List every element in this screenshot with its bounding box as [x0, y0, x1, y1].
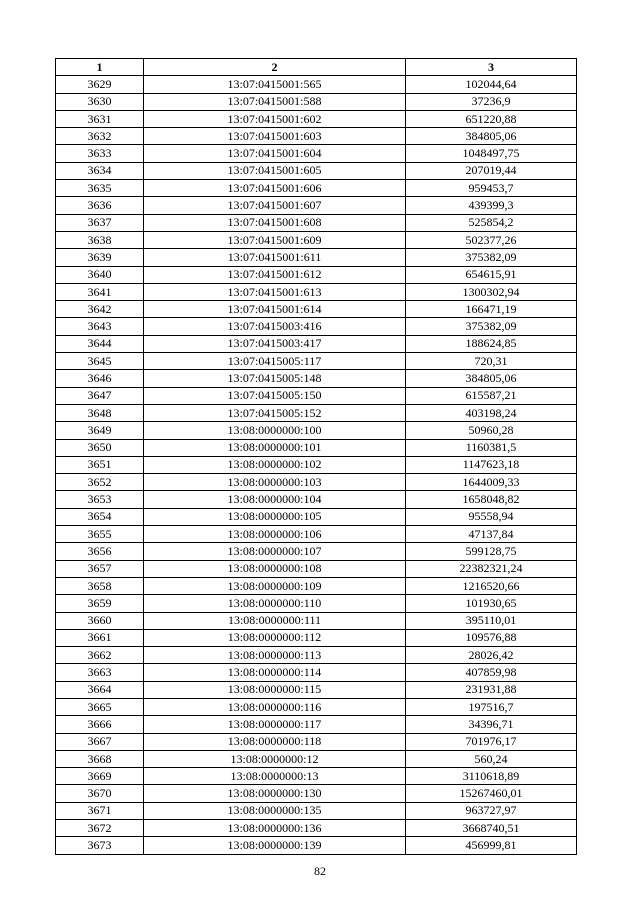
column-header-3: 3 [406, 59, 577, 76]
table-row [56, 681, 577, 698]
row-number-cell: 3671 [56, 802, 144, 819]
cadastral-number-cell: 13:08:0000000:113 [144, 647, 406, 664]
cadastral-number-cell: 13:08:0000000:100 [144, 422, 406, 439]
cadastral-number-cell: 13:08:0000000:109 [144, 577, 406, 594]
table-row [56, 145, 577, 162]
table-row [56, 387, 577, 404]
cadastral-number-cell: 13:08:0000000:110 [144, 595, 406, 612]
value-cell: 599128,75 [406, 543, 577, 560]
value-cell: 403198,24 [406, 404, 577, 421]
table-row [56, 526, 577, 543]
table-row [56, 404, 577, 421]
table-row [56, 768, 577, 785]
cadastral-number-cell: 13:08:0000000:12 [144, 750, 406, 767]
value-cell: 560,24 [406, 750, 577, 767]
value-cell: 1048497,75 [406, 145, 577, 162]
table-row [56, 647, 577, 664]
table-row [56, 318, 577, 335]
row-number-cell: 3643 [56, 318, 144, 335]
table-row [56, 214, 577, 231]
cadastral-number-cell: 13:08:0000000:118 [144, 733, 406, 750]
table-row [56, 491, 577, 508]
table-row [56, 802, 577, 819]
row-number-cell: 3630 [56, 93, 144, 110]
row-number-cell: 3672 [56, 820, 144, 837]
row-number-cell: 3669 [56, 768, 144, 785]
value-cell: 102044,64 [406, 76, 577, 93]
table-row [56, 370, 577, 387]
value-cell: 456999,81 [406, 837, 577, 854]
row-number-cell: 3658 [56, 577, 144, 594]
row-number-cell: 3666 [56, 716, 144, 733]
row-number-cell: 3635 [56, 180, 144, 197]
value-cell: 654615,91 [406, 266, 577, 283]
value-cell: 959453,7 [406, 180, 577, 197]
table-row [56, 456, 577, 473]
cadastral-number-cell: 13:08:0000000:107 [144, 543, 406, 560]
row-number-cell: 3653 [56, 491, 144, 508]
cadastral-number-cell: 13:07:0415001:604 [144, 145, 406, 162]
value-cell: 701976,17 [406, 733, 577, 750]
row-number-cell: 3641 [56, 283, 144, 300]
row-number-cell: 3655 [56, 526, 144, 543]
cadastral-number-cell: 13:08:0000000:104 [144, 491, 406, 508]
value-cell: 1300302,94 [406, 283, 577, 300]
table-row [56, 837, 577, 854]
value-cell: 166471,19 [406, 301, 577, 318]
row-number-cell: 3673 [56, 837, 144, 854]
row-number-cell: 3649 [56, 422, 144, 439]
row-number-cell: 3645 [56, 353, 144, 370]
page-number: 82 [314, 864, 326, 878]
table-row [56, 162, 577, 179]
table-row [56, 577, 577, 594]
row-number-cell: 3637 [56, 214, 144, 231]
value-cell: 525854,2 [406, 214, 577, 231]
table-row [56, 231, 577, 248]
row-number-cell: 3668 [56, 750, 144, 767]
row-number-cell: 3656 [56, 543, 144, 560]
column-header-1: 1 [56, 59, 144, 76]
value-cell: 375382,09 [406, 249, 577, 266]
value-cell: 439399,3 [406, 197, 577, 214]
cadastral-number-cell: 13:07:0415001:605 [144, 162, 406, 179]
value-cell: 615587,21 [406, 387, 577, 404]
table-row [56, 110, 577, 127]
table-row [56, 629, 577, 646]
cadastral-number-cell: 13:07:0415001:607 [144, 197, 406, 214]
table-row [56, 595, 577, 612]
cadastral-number-cell: 13:08:0000000:105 [144, 508, 406, 525]
cadastral-number-cell: 13:08:0000000:130 [144, 785, 406, 802]
value-cell: 407859,98 [406, 664, 577, 681]
row-number-cell: 3654 [56, 508, 144, 525]
table-row [56, 335, 577, 352]
cadastral-number-cell: 13:08:0000000:112 [144, 629, 406, 646]
registry-table [55, 58, 577, 855]
table-row [56, 76, 577, 93]
table-row [56, 543, 577, 560]
row-number-cell: 3644 [56, 335, 144, 352]
cadastral-number-cell: 13:07:0415001:606 [144, 180, 406, 197]
table-row [56, 785, 577, 802]
cadastral-number-cell: 13:07:0415001:613 [144, 283, 406, 300]
cadastral-number-cell: 13:08:0000000:13 [144, 768, 406, 785]
value-cell: 384805,06 [406, 370, 577, 387]
value-cell: 651220,88 [406, 110, 577, 127]
row-number-cell: 3647 [56, 387, 144, 404]
cadastral-number-cell: 13:07:0415005:117 [144, 353, 406, 370]
value-cell: 34396,71 [406, 716, 577, 733]
cadastral-number-cell: 13:07:0415001:611 [144, 249, 406, 266]
cadastral-number-cell: 13:08:0000000:101 [144, 439, 406, 456]
row-number-cell: 3631 [56, 110, 144, 127]
value-cell: 47137,84 [406, 526, 577, 543]
row-number-cell: 3662 [56, 647, 144, 664]
cadastral-number-cell: 13:07:0415001:565 [144, 76, 406, 93]
table-row [56, 353, 577, 370]
table-row [56, 283, 577, 300]
cadastral-number-cell: 13:07:0415001:614 [144, 301, 406, 318]
cadastral-number-cell: 13:07:0415001:602 [144, 110, 406, 127]
cadastral-number-cell: 13:08:0000000:136 [144, 820, 406, 837]
cadastral-number-cell: 13:07:0415001:603 [144, 128, 406, 145]
cadastral-number-cell: 13:08:0000000:116 [144, 698, 406, 715]
cadastral-number-cell: 13:08:0000000:103 [144, 474, 406, 491]
value-cell: 101930,65 [406, 595, 577, 612]
value-cell: 3110618,89 [406, 768, 577, 785]
header-row [56, 59, 577, 76]
value-cell: 207019,44 [406, 162, 577, 179]
table-row [56, 733, 577, 750]
row-number-cell: 3640 [56, 266, 144, 283]
table-row [56, 664, 577, 681]
table-body [56, 76, 577, 854]
value-cell: 231931,88 [406, 681, 577, 698]
value-cell: 188624,85 [406, 335, 577, 352]
cadastral-number-cell: 13:08:0000000:108 [144, 560, 406, 577]
row-number-cell: 3664 [56, 681, 144, 698]
cadastral-number-cell: 13:08:0000000:115 [144, 681, 406, 698]
cadastral-number-cell: 13:07:0415005:148 [144, 370, 406, 387]
cadastral-number-cell: 13:07:0415001:588 [144, 93, 406, 110]
cadastral-number-cell: 13:07:0415001:608 [144, 214, 406, 231]
table-row [56, 474, 577, 491]
row-number-cell: 3660 [56, 612, 144, 629]
cadastral-number-cell: 13:07:0415001:609 [144, 231, 406, 248]
row-number-cell: 3670 [56, 785, 144, 802]
row-number-cell: 3634 [56, 162, 144, 179]
cadastral-number-cell: 13:07:0415001:612 [144, 266, 406, 283]
table-row [56, 612, 577, 629]
row-number-cell: 3639 [56, 249, 144, 266]
row-number-cell: 3657 [56, 560, 144, 577]
value-cell: 502377,26 [406, 231, 577, 248]
table-row [56, 750, 577, 767]
table-row [56, 422, 577, 439]
table-row [56, 820, 577, 837]
cadastral-number-cell: 13:08:0000000:102 [144, 456, 406, 473]
value-cell: 1147623,18 [406, 456, 577, 473]
row-number-cell: 3642 [56, 301, 144, 318]
value-cell: 375382,09 [406, 318, 577, 335]
row-number-cell: 3636 [56, 197, 144, 214]
value-cell: 1160381,5 [406, 439, 577, 456]
table-row [56, 128, 577, 145]
value-cell: 22382321,24 [406, 560, 577, 577]
value-cell: 109576,88 [406, 629, 577, 646]
row-number-cell: 3646 [56, 370, 144, 387]
row-number-cell: 3633 [56, 145, 144, 162]
table-row [56, 560, 577, 577]
row-number-cell: 3650 [56, 439, 144, 456]
cadastral-number-cell: 13:08:0000000:111 [144, 612, 406, 629]
cadastral-number-cell: 13:08:0000000:114 [144, 664, 406, 681]
table-row [56, 249, 577, 266]
column-header-2: 2 [144, 59, 406, 76]
value-cell: 720,31 [406, 353, 577, 370]
row-number-cell: 3648 [56, 404, 144, 421]
value-cell: 395110,01 [406, 612, 577, 629]
value-cell: 1216520,66 [406, 577, 577, 594]
value-cell: 1658048,82 [406, 491, 577, 508]
row-number-cell: 3629 [56, 76, 144, 93]
row-number-cell: 3663 [56, 664, 144, 681]
value-cell: 3668740,51 [406, 820, 577, 837]
value-cell: 197516,7 [406, 698, 577, 715]
table-header [56, 59, 577, 76]
row-number-cell: 3652 [56, 474, 144, 491]
table-row [56, 180, 577, 197]
table-row [56, 301, 577, 318]
table-row [56, 93, 577, 110]
table-row [56, 716, 577, 733]
cadastral-number-cell: 13:07:0415005:152 [144, 404, 406, 421]
value-cell: 15267460,01 [406, 785, 577, 802]
value-cell: 963727,97 [406, 802, 577, 819]
value-cell: 37236,9 [406, 93, 577, 110]
table-row [56, 439, 577, 456]
cadastral-number-cell: 13:08:0000000:135 [144, 802, 406, 819]
row-number-cell: 3661 [56, 629, 144, 646]
table-row [56, 508, 577, 525]
value-cell: 50960,28 [406, 422, 577, 439]
value-cell: 95558,94 [406, 508, 577, 525]
row-number-cell: 3667 [56, 733, 144, 750]
table-row [56, 698, 577, 715]
row-number-cell: 3659 [56, 595, 144, 612]
row-number-cell: 3665 [56, 698, 144, 715]
cadastral-number-cell: 13:07:0415005:150 [144, 387, 406, 404]
cadastral-number-cell: 13:08:0000000:117 [144, 716, 406, 733]
cadastral-number-cell: 13:08:0000000:106 [144, 526, 406, 543]
cadastral-number-cell: 13:07:0415003:417 [144, 335, 406, 352]
cadastral-number-cell: 13:08:0000000:139 [144, 837, 406, 854]
value-cell: 1644009,33 [406, 474, 577, 491]
value-cell: 28026,42 [406, 647, 577, 664]
table-row [56, 197, 577, 214]
row-number-cell: 3651 [56, 456, 144, 473]
row-number-cell: 3632 [56, 128, 144, 145]
table-row [56, 266, 577, 283]
value-cell: 384805,06 [406, 128, 577, 145]
cadastral-number-cell: 13:07:0415003:416 [144, 318, 406, 335]
row-number-cell: 3638 [56, 231, 144, 248]
